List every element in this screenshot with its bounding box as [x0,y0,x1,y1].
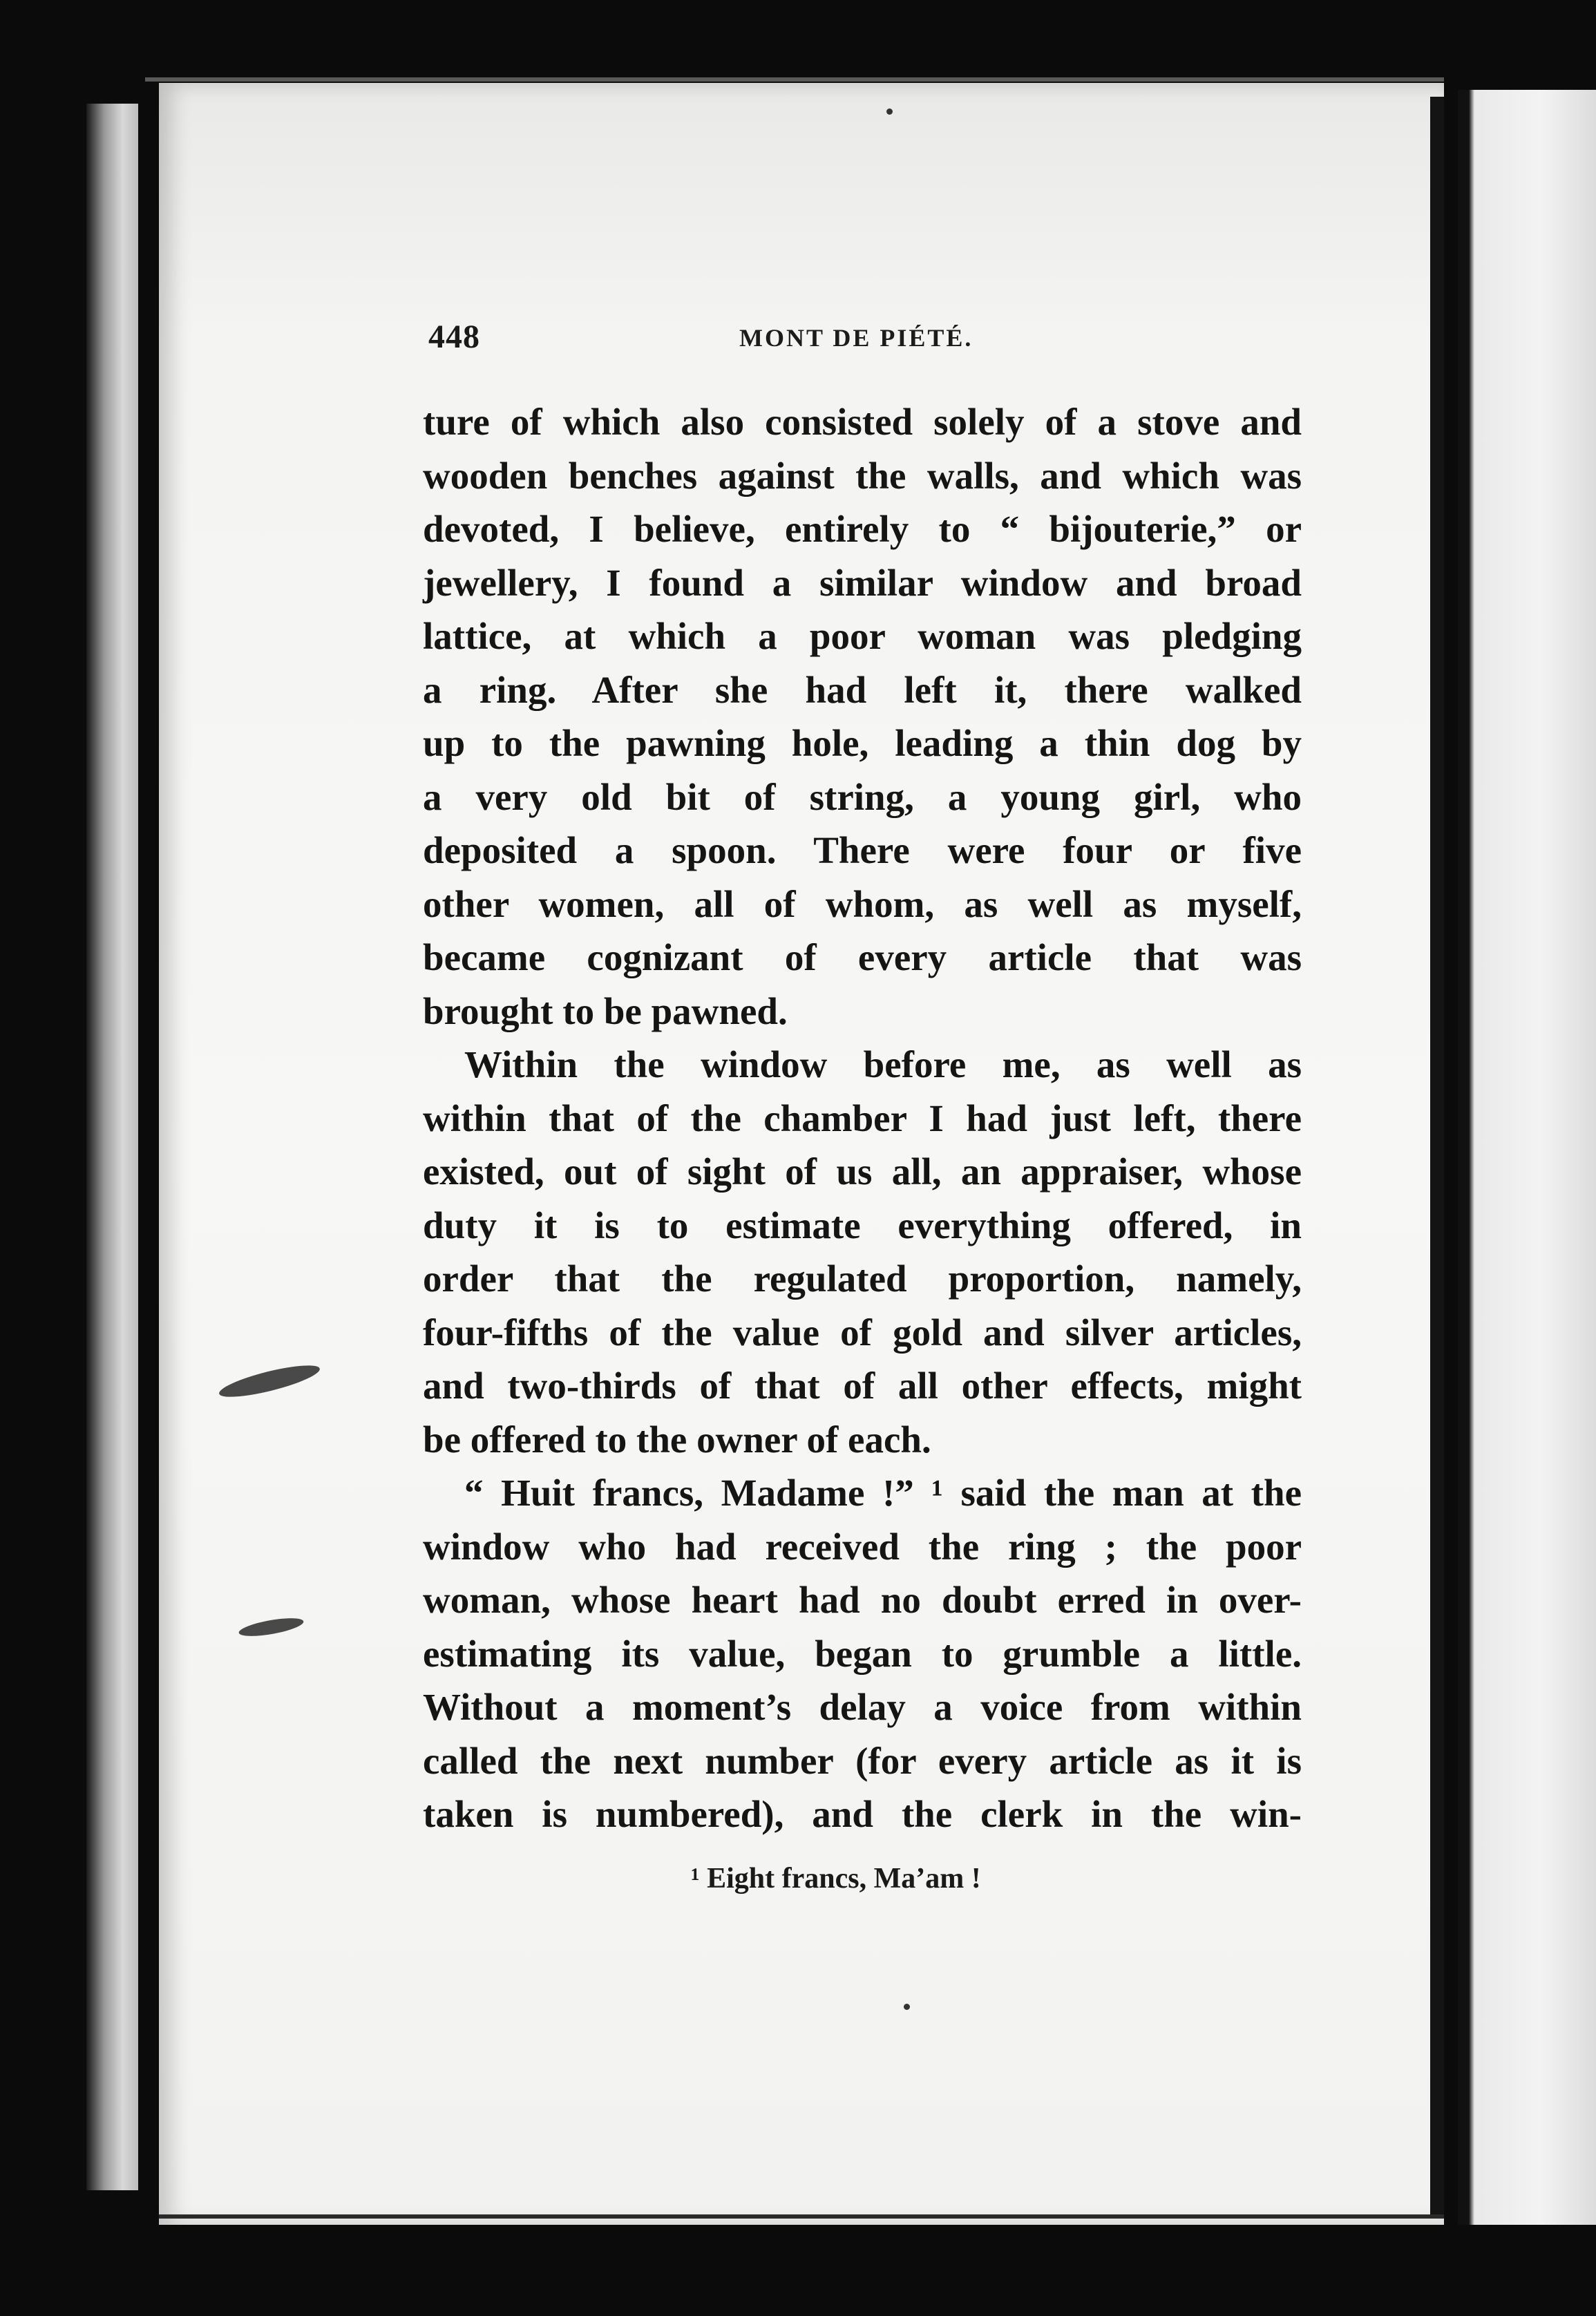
text-line: be offered to the owner of each. [423,1418,931,1461]
text-line: brought to be pawned. [423,989,788,1032]
page-number: 448 [428,319,480,355]
text-line: Without a moment’s delay a voice from within [423,1686,1302,1728]
page-top-edge [145,77,1444,82]
text-line: order that the regulated proportion, namely, [423,1257,1302,1300]
text-line: taken is numbered), and the clerk in the win- [423,1793,1302,1835]
text-line: ture of which also consisted solely of a stove and [423,401,1302,443]
text-line: up to the pawning hole, leading a thin dog by [423,722,1302,764]
text-line: window who had received the ring ; the poor [423,1525,1302,1568]
text-line: jewellery, I found a similar window and broad [423,561,1302,604]
footnote: ¹ Eight francs, Ma’am ! [691,1863,981,1895]
text-line: wooden benches against the walls, and which was [423,454,1302,497]
text-line: lattice, at which a poor woman was pledging [423,615,1302,657]
text-line: a ring. After she had left it, there walked [423,668,1302,711]
page-header [428,318,1299,359]
text-line: other women, all of whom, as well as myself, [423,882,1302,925]
text-line: duty it is to estimate everything offered, in [423,1204,1302,1246]
text-line: called the next number (for every article as it is [423,1739,1302,1782]
text-line: four-fifths of the value of gold and silver articles, [423,1311,1302,1354]
text-line: “ Huit francs, Madame !” ¹ said the man at the [464,1472,1302,1514]
gutter-shadow [1430,97,1444,2218]
text-line: existed, out of sight of us all, an appraiser, whose [423,1150,1302,1193]
text-line: estimating its value, began to grumble a little. [423,1632,1302,1675]
left-page-edge [86,104,138,2190]
text-line: and two-thirds of that of all other effects, might [423,1365,1302,1407]
facing-page-edge [1458,90,1596,2225]
page-bottom-edge [159,2214,1444,2219]
text-line: a very old bit of string, a young girl, who [423,775,1302,818]
speck [886,108,893,115]
body-text [423,395,1302,1841]
text-line: devoted, I believe, entirely to “ bijouterie,” or [423,508,1302,550]
text-line: woman, whose heart had no doubt erred in over- [423,1579,1302,1621]
speck [904,2004,910,2010]
text-line: Within the window before me, as well as [464,1043,1302,1085]
text-line: deposited a spoon. There were four or five [423,829,1302,871]
text-line: became cognizant of every article that was [423,936,1302,978]
text-line: within that of the chamber I had just left, there [423,1097,1302,1139]
running-head: MONT DE PIÉTÉ. [739,324,973,352]
